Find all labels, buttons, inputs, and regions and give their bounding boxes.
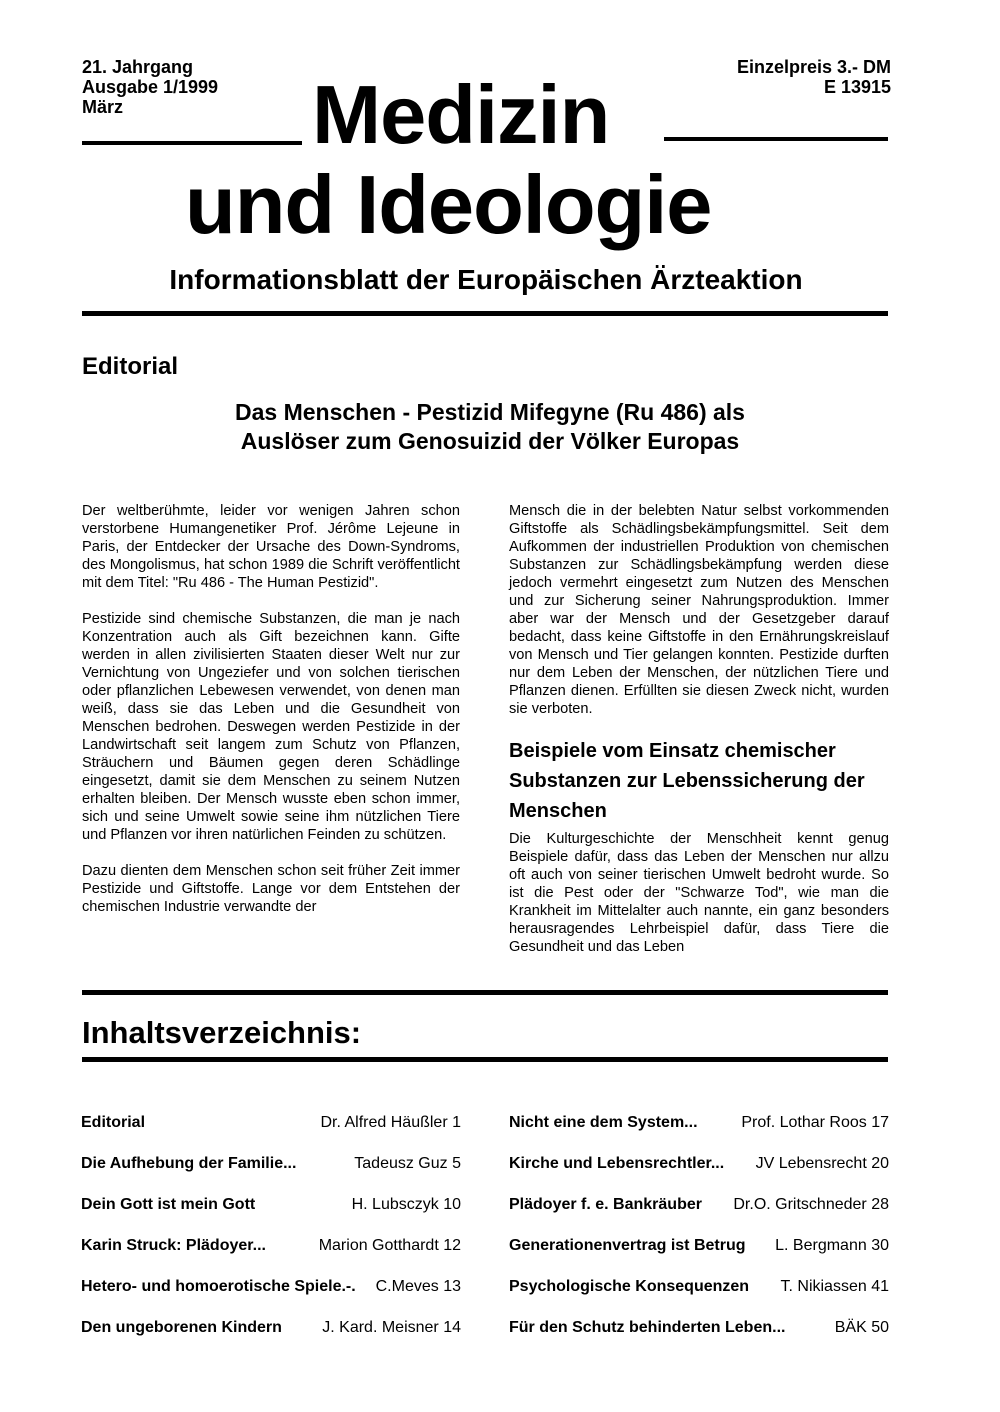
issue-month: März xyxy=(82,97,124,117)
contents-entry[interactable] xyxy=(509,1318,889,1359)
entry-author-page: Tadeusz Guz 5 xyxy=(354,1155,461,1172)
paragraph: Der weltberühmte, leider vor wenigen Jahren schon verstorbene Humangenetiker Prof. Jérôme Lejeune in Paris, der Entdecker der Ursache des Down-Syndroms, des Mongolismus, hat schon 1989 die Schrift veröffentlicht mit dem Titel: "Ru 486 - The Human Pestizid". xyxy=(82,503,460,591)
article-column-right xyxy=(509,502,889,956)
contents-entry[interactable] xyxy=(81,1277,461,1318)
article-headline xyxy=(160,398,820,456)
entry-author-page: C.Meves 13 xyxy=(375,1278,461,1295)
entry-title: Für den Schutz behinderten Leben... xyxy=(509,1319,786,1336)
paragraph: Die Kulturgeschichte der Menschheit kennt genug Beispiele dafür, dass das Leben der Menschen nur allzu oft auch von seiner tierischen Umwelt bedroht wurde. So ist die Pest oder der "Schwarze Tod", wie man die Krankheit im Mittelalter auch nannte, ein ganz besonders herausragendes Lehrbeispiel dafür, dass Tiere die Gesundheit und das Leben xyxy=(509,831,889,955)
entry-title: Generationenvertrag ist Betrug xyxy=(509,1237,746,1254)
entry-author-page: BÄK 50 xyxy=(834,1319,889,1336)
entry-author-page: T. Nikiassen 41 xyxy=(780,1278,889,1295)
paragraph: Mensch die in der belebten Natur selbst vorkommenden Giftstoffe als Schädlingsbekämpfungsmittel. Seit dem Aufkommen der industriellen Produktion von chemischen Substanzen zur Schädlingsbekämpfung werden diese jedoch vermehrt eingesetzt zum Nutzen des Menschen und zur Sicherung seiner Nahrungsproduktion. Immer aber war der Mensch und der Gesetzgeber darauf bedacht, dass keine Giftstoffe in den Ernährungskreislauf von Mensch und Tier gelangen konnten. Pestizide durften nur dem Leben der Menschen, der nützlichen Tiere und Pflanzen dienen. Erfüllten sie diesen Zweck nicht, wurden sie verboten. xyxy=(509,503,889,717)
entry-author-page: L. Bergmann 30 xyxy=(775,1237,889,1254)
entry-title: Die Aufhebung der Familie... xyxy=(81,1155,297,1172)
entry-author-page: Dr. Alfred Häußler 1 xyxy=(320,1114,461,1131)
contents-entry[interactable] xyxy=(509,1277,889,1318)
entry-title: Karin Struck: Plädoyer... xyxy=(81,1237,266,1254)
contents-entry[interactable] xyxy=(509,1154,889,1195)
contents-entry[interactable] xyxy=(509,1195,889,1236)
issue-number: Ausgabe 1/1999 xyxy=(82,77,219,97)
divider-top xyxy=(82,311,888,316)
contents-entry[interactable] xyxy=(81,1154,461,1195)
entry-title: Hetero- und homoerotische Spiele.-. xyxy=(81,1278,356,1295)
paragraph: Pestizide sind chemische Substanzen, die man je nach Konzentration auch als Gift bezeichnen kann. Gifte werden in allen zivilisierten Staaten dieser Welt nur zur Vernichtung von Ungeziefer und von solchen tierischen oder pflanzlichen Lebewesen verwendet, von denen man weiß, dass sie das Leben und die Gesundheit von Menschen bedrohen. Deswegen werden Pestizide in der Landwirtschaft seit langem zum Schutz von Pflanzen, Sträuchern und Bäumen gegen deren Schädlinge eingesetzt, damit sie dem Menschen zu seinem Nutzen erhalten bleiben. Der Mensch wusste eben schon immer, sich und seine Umwelt sowie seine ihm nützlichen Tiere und Pflanzen vor ihren natürlichen Feinden zu schützen. xyxy=(82,611,460,843)
masthead-subtitle: Informationsblatt der Europäischen Ärzteaktion xyxy=(169,264,803,295)
issue-volume: 21. Jahrgang xyxy=(82,57,194,77)
masthead-rule-left xyxy=(82,141,302,145)
divider-middle xyxy=(82,990,888,995)
entry-title: Den ungeborenen Kindern xyxy=(81,1319,282,1336)
single-price: Einzelpreis 3.- DM xyxy=(736,57,891,77)
paragraph: Dazu dienten dem Menschen schon seit früher Zeit immer Pestizide und Giftstoffe. Lange vor dem Entstehen der chemischen Industrie verwandte der xyxy=(82,863,460,915)
entry-author-page: JV Lebensrecht 20 xyxy=(755,1155,889,1172)
contents-entry[interactable] xyxy=(81,1318,461,1359)
contents-entry[interactable] xyxy=(81,1195,461,1236)
entry-author-page: Marion Gotthardt 12 xyxy=(318,1237,461,1254)
entry-title: Dein Gott ist mein Gott xyxy=(81,1196,256,1213)
masthead-title-line1: Medizin xyxy=(312,68,610,161)
postal-code: E 13915 xyxy=(823,77,891,97)
entry-author-page: H. Lubsczyk 10 xyxy=(351,1196,461,1213)
headline-line2: Auslöser zum Genosuizid der Völker Europas xyxy=(240,428,740,454)
entry-author-page: Prof. Lothar Roos 17 xyxy=(741,1114,889,1131)
contents-entry[interactable] xyxy=(81,1113,461,1154)
entry-title: Kirche und Lebensrechtler... xyxy=(509,1155,725,1172)
issue-info xyxy=(82,57,218,117)
entry-title: Psychologische Konsequenzen xyxy=(509,1278,750,1295)
article-column-left xyxy=(82,502,460,916)
contents-entry[interactable] xyxy=(509,1236,889,1277)
entry-author-page: J. Kard. Meisner 14 xyxy=(322,1319,461,1336)
section-label-editorial: Editorial xyxy=(82,353,179,380)
masthead-title-line2: und Ideologie xyxy=(185,158,712,251)
entry-author-page: Dr.O. Gritschneder 28 xyxy=(733,1196,889,1213)
contents-entry[interactable] xyxy=(81,1236,461,1277)
entry-title: Editorial xyxy=(81,1114,146,1131)
divider-contents xyxy=(82,1057,888,1062)
entry-title: Plädoyer f. e. Bankräuber xyxy=(509,1196,702,1213)
entry-title: Nicht eine dem System... xyxy=(509,1114,698,1131)
headline-line1: Das Menschen - Pestizid Mifegyne (Ru 486) als xyxy=(235,399,745,425)
article-subheading: Beispiele vom Einsatz chemischer Substanzen zur Lebenssicherung der Menschen xyxy=(509,740,865,822)
masthead-rule-right xyxy=(664,137,888,141)
contents-column-left xyxy=(81,1113,461,1359)
price-info xyxy=(640,57,891,97)
contents-entry[interactable] xyxy=(509,1113,889,1154)
contents-heading: Inhaltsverzeichnis: xyxy=(82,1015,362,1050)
contents-column-right xyxy=(509,1113,889,1359)
